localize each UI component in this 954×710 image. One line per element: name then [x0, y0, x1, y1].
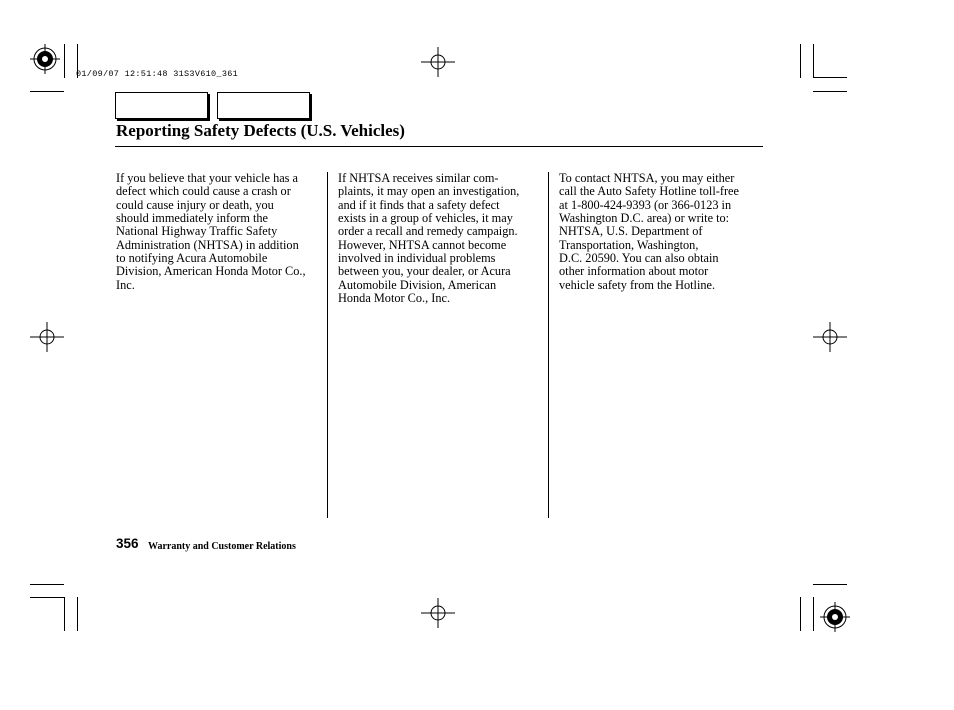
- text-line: vehicle safety from the Hotline.: [559, 277, 716, 292]
- text-line: If you believe that your vehicle has a: [116, 171, 298, 185]
- crop-line: [30, 91, 64, 92]
- text-line: Transportation, Washington,: [559, 237, 699, 252]
- text-line: should immediately inform the: [116, 211, 268, 226]
- text-line: between you, your dealer, or Acura: [338, 264, 511, 279]
- text-line: order a recall and remedy campaign.: [338, 224, 518, 239]
- column-divider: [548, 172, 549, 518]
- text-line: Inc.: [116, 277, 135, 292]
- crop-line: [800, 597, 801, 631]
- title-rule: [115, 146, 763, 147]
- crop-line: [64, 597, 65, 631]
- text-line: plaints, it may open an investigation,: [338, 184, 520, 199]
- text-line: at 1-800-424-9393 (or 366-0123 in: [559, 197, 732, 212]
- crop-line: [813, 77, 847, 78]
- text-line: other information about motor: [559, 264, 709, 279]
- crop-line: [30, 597, 64, 598]
- text-column-1: [116, 172, 324, 292]
- crosshair-icon: [421, 598, 455, 628]
- crosshair-icon: [30, 322, 64, 352]
- text-column-2: [338, 172, 544, 305]
- text-line: National Highway Traffic Safety: [116, 224, 278, 239]
- registration-target-icon: [820, 602, 850, 632]
- text-line: involved in individual problems: [338, 251, 496, 266]
- text-line: and if it finds that a safety defect: [338, 197, 500, 212]
- crop-line: [800, 44, 801, 78]
- text-line: defect which could cause a crash or: [116, 184, 291, 199]
- registration-target-icon: [30, 44, 60, 74]
- text-line: However, NHTSA cannot become: [338, 237, 507, 252]
- header-tab-box: [217, 92, 310, 119]
- page-number: 356: [116, 536, 139, 551]
- crop-line: [30, 584, 64, 585]
- text-line: Automobile Division, American: [338, 277, 497, 292]
- crop-line: [64, 44, 65, 78]
- crop-line: [813, 44, 814, 78]
- text-line: Honda Motor Co., Inc.: [338, 291, 451, 306]
- text-line: Division, American Honda Motor Co.,: [116, 264, 306, 279]
- print-stamp: 01/09/07 12:51:48 31S3V610_361: [76, 69, 239, 79]
- text-column-3: [559, 172, 765, 292]
- text-line: If NHTSA receives similar com-: [338, 171, 499, 185]
- crosshair-icon: [421, 47, 455, 77]
- text-line: D.C. 20590. You can also obtain: [559, 251, 719, 266]
- crop-line: [813, 584, 847, 585]
- text-line: Washington D.C. area) or write to:: [559, 211, 730, 226]
- text-line: could cause injury or death, you: [116, 197, 274, 212]
- text-line: to notifying Acura Automobile: [116, 251, 268, 266]
- text-line: call the Auto Safety Hotline toll-free: [559, 184, 739, 199]
- crosshair-icon: [813, 322, 847, 352]
- text-line: Administration (NHTSA) in addition: [116, 237, 299, 252]
- column-divider: [327, 172, 328, 518]
- text-line: NHTSA, U.S. Department of: [559, 224, 703, 239]
- text-line: exists in a group of vehicles, it may: [338, 211, 513, 226]
- crop-line: [813, 597, 814, 631]
- header-tab-box: [115, 92, 208, 119]
- crop-line: [813, 91, 847, 92]
- crop-line: [77, 597, 78, 631]
- footer-section-label: Warranty and Customer Relations: [148, 541, 296, 552]
- text-line: To contact NHTSA, you may either: [559, 171, 735, 185]
- page-title: Reporting Safety Defects (U.S. Vehicles): [116, 121, 405, 140]
